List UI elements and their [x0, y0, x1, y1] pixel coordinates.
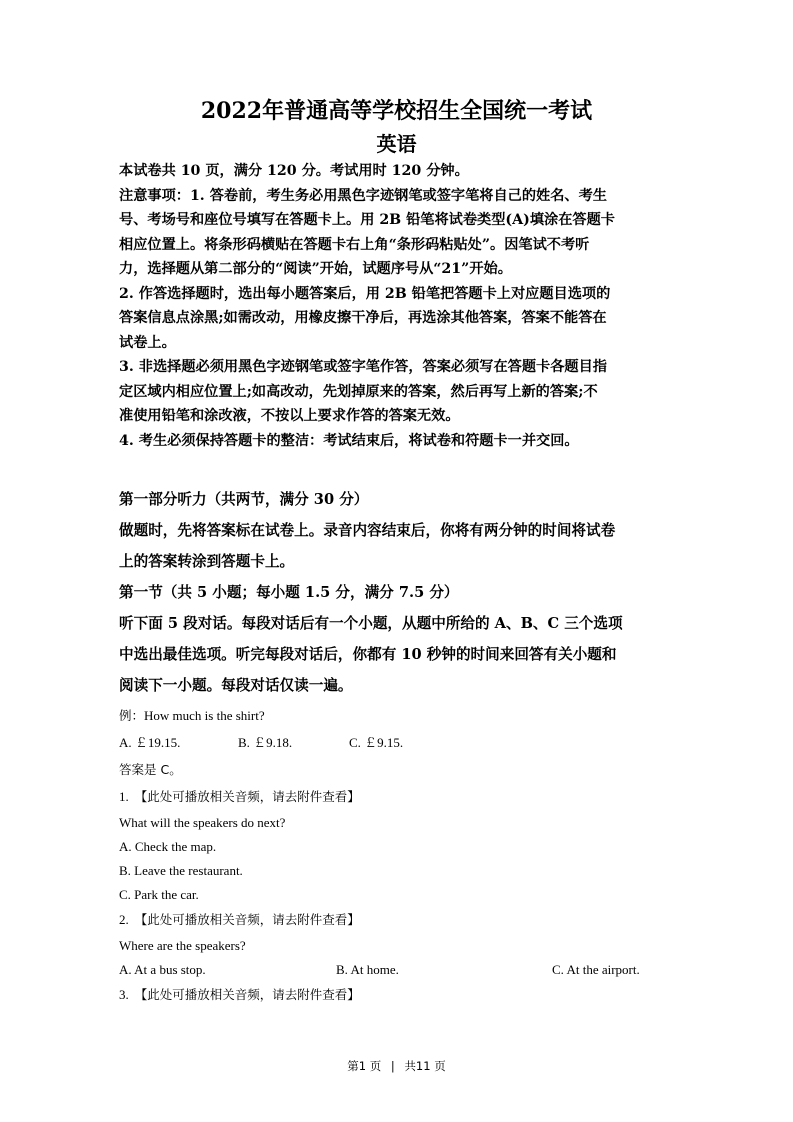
example-answer: [119, 757, 679, 784]
example-option-b: B. ￡9.18.: [238, 735, 293, 751]
notice-line: 号、考场号和座位号填写在答题卡上。用 2B 铅笔将试卷类型(A)填涂在答题卡: [119, 212, 615, 228]
section-directions: 听下面 5 段对话。每段对话后有一个小题，从题中所给的 A、B、C 三个选项: [119, 615, 623, 632]
question-2-text: Where are the speakers?: [119, 937, 246, 953]
question-2-option-c: C. At the airport.: [552, 961, 640, 977]
example-option-c: C. ￡9.15.: [349, 735, 404, 751]
question-3-header: [119, 982, 679, 1009]
example-options: [119, 730, 679, 757]
notice-line: 2. 作答选择题时，选出每小题答案后，用 2B 铅笔把答题卡上对应题目选项的: [119, 285, 611, 302]
example-answer-text: 答案是 C。: [119, 762, 182, 778]
audio-placeholder-link[interactable]: 【此处可播放相关音频，请去附件查看】: [134, 987, 360, 1003]
questions-area: [119, 703, 679, 1009]
question-2-option-b: B. At home.: [336, 961, 399, 977]
footer-separator: |: [390, 1059, 395, 1073]
part-heading: 第一部分听力（共两节，满分 30 分）: [119, 491, 369, 508]
notice-line: 答案信息点涂黑;如需改动，用橡皮擦干净后，再选涂其他答案，答案不能答在: [119, 310, 607, 326]
question-2-options: [119, 958, 679, 982]
question-2-option-a: A. At a bus stop.: [119, 961, 206, 977]
page-number-current: 第1 页: [347, 1059, 382, 1073]
exam-notice: [119, 159, 679, 453]
example-question: [119, 703, 679, 730]
example-option-a: A. ￡19.15.: [119, 735, 181, 751]
part-instruction: 上的答案转涂到答题卡上。: [119, 553, 295, 570]
question-2-header: [119, 907, 679, 934]
section-directions: 阅读下一小题。每段对话仅读一遍。: [119, 677, 353, 694]
question-number: 3.: [119, 987, 129, 1003]
exam-title: 2022年普通高等学校招生全国统一考试: [200, 98, 593, 124]
part-instruction: 做题时，先将答案标在试卷上。录音内容结束后，你将有两分钟的时间将试卷: [119, 522, 616, 539]
notice-line: 本试卷共 10 页，满分 120 分。考试用时 120 分钟。: [119, 163, 469, 179]
question-number: 2.: [119, 912, 129, 928]
notice-line: 3. 非选择题必须用黑色字迹钢笔或签字笔作答，答案必须写在答题卡各题目指: [119, 359, 607, 375]
notice-line: 准使用铅笔和涂改液，不按以上要求作答的答案无效。: [119, 408, 460, 424]
notice-line: 注意事项：1. 答卷前，考生务必用黑色字迹钢笔或签字笔将自己的姓名、考生: [119, 187, 607, 204]
notice-line: 4. 考生必须保持答题卡的整洁：考试结束后，将试卷和符题卡一并交回。: [119, 432, 579, 449]
section-heading: 第一节（共 5 小题；每小题 1.5 分，满分 7.5 分）: [119, 584, 459, 601]
exam-subject: 英语: [376, 132, 417, 156]
audio-placeholder-link[interactable]: 【此处可播放相关音频，请去附件查看】: [134, 789, 360, 805]
example-label: 例：: [119, 708, 145, 724]
notice-line: 力，选择题从第二部分的“阅读”开始，试题序号从“21”开始。: [119, 261, 512, 277]
page-number-total: 共11 页: [404, 1059, 446, 1073]
notice-line: 定区域内相应位置上;如高改动，先划掉原来的答案，然后再写上新的答案;不: [119, 383, 598, 400]
question-1-option-c: C. Park the car.: [119, 886, 199, 902]
listening-part-instructions: [119, 484, 679, 701]
question-1-header: [119, 784, 679, 811]
page-footer: [0, 1057, 793, 1075]
notice-line: 试卷上。: [119, 334, 176, 351]
example-question-text: How much is the shirt?: [144, 708, 265, 724]
question-1-option-b: B. Leave the restaurant.: [119, 862, 243, 878]
question-1-text: What will the speakers do next?: [119, 814, 286, 830]
notice-line: 相应位置上。将条形码横贴在答题卡右上角“条形码粘贴处”。因笔试不考听: [119, 236, 590, 253]
question-number: 1.: [119, 789, 129, 805]
section-directions: 中选出最佳选项。听完每段对话后，你都有 10 秒钟的时间来回答有关小题和: [119, 646, 617, 663]
question-1-option-a: A. Check the map.: [119, 838, 217, 854]
audio-placeholder-link[interactable]: 【此处可播放相关音频，请去附件查看】: [134, 912, 360, 928]
